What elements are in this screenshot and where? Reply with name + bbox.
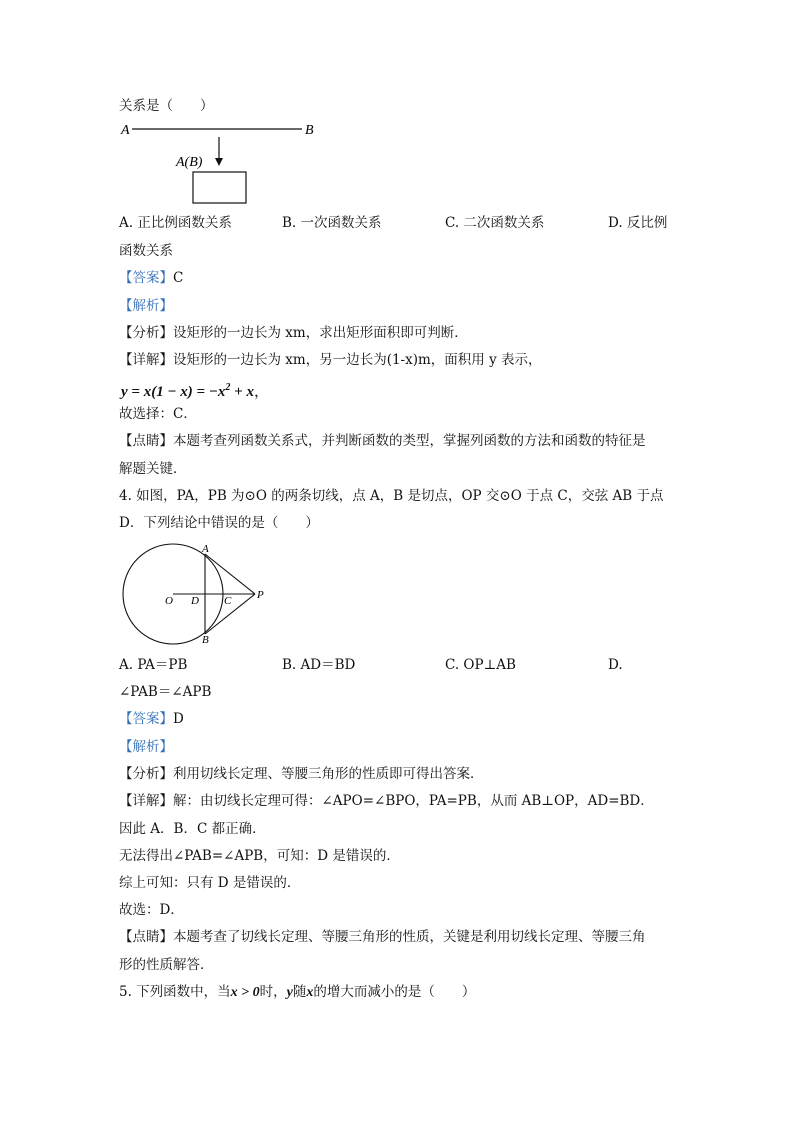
xiangjie-text: 设矩形的一边长为 xm，另一边长为(1-x)m，面积用 y 表示， — [173, 352, 542, 368]
formula-exp: 2 — [225, 382, 231, 393]
fenxi-tag: 【分析】 — [119, 766, 173, 782]
q3-option-a: A. 正比例函数关系 — [119, 215, 232, 231]
q4-dianjing-1 — [119, 927, 646, 947]
point-c-label: C — [224, 595, 232, 607]
fenxi-tag: 【分析】 — [119, 325, 173, 341]
dianjing-text: 本题考查列函数关系式，并判断函数的类型，掌握列函数的方法和函数的特征是 — [173, 433, 646, 449]
answer-tag: 【答案】 — [119, 711, 173, 727]
label-a: A — [121, 123, 130, 138]
q3-choose: 故选择：C． — [119, 406, 197, 422]
q4-line-a: 因此 A．B．C 都正确． — [119, 821, 266, 837]
q5-var-y: y — [286, 985, 293, 1000]
q3-diagram — [115, 118, 325, 208]
answer-tag: 【答案】 — [119, 270, 173, 286]
q4-choose: 故选：D． — [119, 902, 184, 918]
q4-option-b: B. AD＝BD — [282, 657, 356, 673]
xiangjie-tag: 【详解】 — [119, 352, 173, 368]
answer-value: C — [173, 270, 184, 286]
rectangle-shape — [193, 172, 246, 203]
point-a-label: A — [202, 543, 209, 555]
q4-answer — [119, 709, 184, 729]
fenxi-text: 利用切线长定理、等腰三角形的性质即可得出答案． — [173, 766, 484, 782]
q3-answer — [119, 268, 183, 288]
q4-line-c: 综上可知：只有 D 是错误的． — [119, 875, 301, 891]
formula-tail: ， — [253, 384, 269, 400]
q4-line-b: 无法得出∠PAB=∠APB，可知：D 是错误的． — [119, 848, 400, 864]
dianjing-text: 本题考查了切线长定理、等腰三角形的性质，关键是利用切线长定理、等腰三角 — [173, 929, 646, 945]
q5-stem — [119, 982, 475, 1003]
point-o-label: O — [165, 595, 173, 607]
q3-dianjing-1 — [119, 431, 646, 451]
analysis-tag: 【解析】 — [119, 739, 173, 755]
q3-option-d-cont: 函数关系 — [119, 243, 173, 259]
q3-option-d: D. 反比例 — [608, 215, 668, 231]
point-d-label: D — [191, 595, 199, 607]
q3-xiangjie — [119, 350, 542, 370]
q4-stem-1: 4. 如图，PA，PB 为⊙O 的两条切线，点 A，B 是切点，OP 交⊙O 于点 C，交弦 AB 于点 — [119, 488, 664, 504]
q5-mid1: 时， — [259, 984, 287, 1000]
q5-var-x: x — [306, 985, 314, 1000]
q4-xiangjie — [119, 791, 654, 811]
q4-option-c: C. OP⊥AB — [445, 657, 516, 673]
q4-analysis-heading — [119, 737, 173, 757]
dianjing-tag: 【点睛】 — [119, 929, 173, 945]
q4-option-a: A. PA＝PB — [119, 657, 188, 673]
xiangjie-tag: 【详解】 — [119, 793, 173, 809]
formula-lhs: y = x(1 − x) = −x — [121, 384, 226, 400]
dianjing-tag: 【点睛】 — [119, 433, 173, 449]
formula-rhs: + x — [230, 384, 254, 400]
q3-analysis-heading — [119, 296, 173, 316]
q4-fenxi — [119, 764, 484, 784]
q3-fenxi — [119, 323, 468, 343]
answer-value: D — [173, 711, 184, 727]
analysis-tag: 【解析】 — [119, 298, 173, 314]
q4-circle-diagram — [115, 538, 275, 648]
q5-condition: x > 0 — [230, 985, 260, 1000]
label-b: B — [305, 123, 314, 138]
label-ab: A(B) — [176, 155, 203, 170]
down-arrow-icon — [215, 158, 223, 166]
q4-option-d: D. — [608, 657, 623, 673]
q5-mid2: 随 — [292, 984, 307, 1000]
q3-dianjing-2: 解题关键． — [119, 461, 187, 477]
tangent-pa — [205, 554, 255, 594]
q4-dianjing-2: 形的性质解答． — [119, 957, 214, 973]
fenxi-text: 设矩形的一边长为 xm，求出矩形面积即可判断． — [173, 325, 468, 341]
xiangjie-text: 解：由切线长定理可得：∠APO=∠BPO，PA=PB，从而 AB⊥OP，AD=BD． — [173, 793, 654, 809]
point-b-label: B — [202, 634, 209, 646]
q3-option-b: B. 一次函数关系 — [282, 215, 382, 231]
q3-formula — [121, 380, 269, 401]
q3-option-c: C. 二次函数关系 — [445, 215, 545, 231]
q4-option-d-cont: ∠PAB＝∠APB — [119, 684, 212, 700]
q5-prefix: 5. 下列函数中，当 — [119, 984, 231, 1000]
q3-stem-tail: 关系是（ ） — [119, 98, 214, 114]
q4-stem-2: D．下列结论中错误的是（ ） — [119, 515, 319, 531]
q5-suffix: 的增大而减小的是（ ） — [313, 984, 476, 1000]
point-p-label: P — [257, 589, 264, 601]
